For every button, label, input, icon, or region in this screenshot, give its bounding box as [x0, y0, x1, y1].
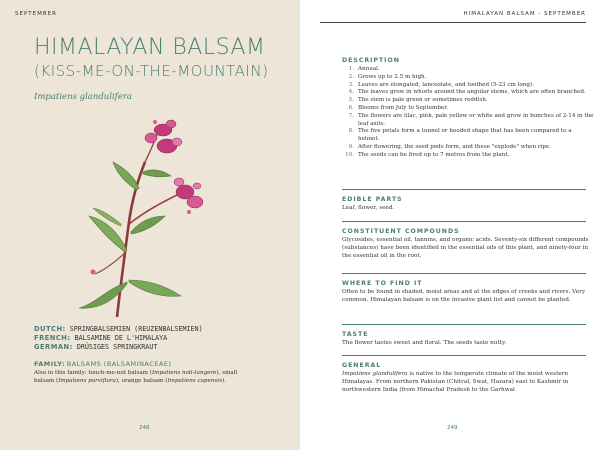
description-list [342, 66, 594, 160]
constituent-section: CONSTITUENT COMPOUNDS Glycosides, essential oil, tannins, and organic acids. Seventy-six different compounds (substances) have been identified in the essential oils of this plant, and ninety-four in the essential oil in the root. [342, 228, 589, 259]
running-head-left: SEPTEMBER [15, 11, 57, 17]
edible-parts-section: EDIBLE PARTS Leaf, flower, seed. [342, 196, 403, 211]
page-title: HIMALAYAN BALSAM [34, 35, 266, 60]
latin-name: Impatiens glandulifera [34, 92, 132, 102]
list-item: 4. The leaves grow in whorls around the angular stems, which are often branched. [348, 89, 586, 96]
list-item: 9. After flowering, the seed pods form, and these "explode" when ripe. [348, 143, 552, 150]
page-number-left: 248 [139, 425, 150, 431]
running-head-right: HIMALAYAN BALSAM - SEPTEMBER [463, 11, 586, 17]
name-dutch: DUTCH: SPRINGBALSEMIEN (REUZENBALSEMIEN) [34, 325, 203, 333]
name-german: GERMAN: DRÜSIGES SPRINGKRAUT [34, 343, 158, 351]
list-item: 2. Grows up to 2.5 m high. [348, 73, 427, 80]
header-rule [320, 22, 586, 23]
list-item: 8. The five petals form a tunnel or hooded shape that has been compared to a helmet. [348, 128, 572, 143]
foreign-names [34, 325, 203, 352]
name-french: FRENCH: BALSAMINE DE L'HIMALAYA [34, 334, 168, 342]
general-section: GENERAL Impatiens glandulifera is native to the temperate climate of the moist western Himalayas. From northern Pakistan (Chitral, Swat, Hazara) east to Kashmir in northwestern India (from Himachal Pradesh to the Garhwal [342, 362, 569, 393]
description-section: DESCRIPTION 1. Annual. 2. Grows up to 2.5 m high. 3. Leaves are elongated, lanceolate, and toothed (5-23 cm long). 4. The leaves grow in whorls around the angular stems, which are often branched. 5. The stem is pale green or sometimes reddish. 6. Blooms from July to September. 7. The flowers are lilac, pink, pale yellow or white and grow in bunches of 2-14 in the leaf axils. 8. The five petals form a tunnel or hooded shape that has been compared to a helmet. 9. After flowering, the seed pods form, and these "explode" when ripe. 10. The seeds can be fired up to 7 metres from the plant. [342, 57, 594, 158]
section-divider [342, 189, 586, 190]
list-item: 10. The seeds can be fired up to 7 metres from the plant. [345, 151, 510, 158]
family-members: Also in this family: touch-me-not balsam (Impatiens noli-tangere), small balsam (Impatiens parviflora), orange balsam (Impatiens capensis). [34, 370, 238, 385]
list-item: 7. The flowers are lilac, pink, pale yellow or white and grow in bunches of 2-14 in the leaf axils. [348, 112, 594, 127]
right-page [300, 0, 600, 450]
section-divider [342, 324, 586, 325]
list-item: 5. The stem is pale green or sometimes reddish. [348, 97, 488, 104]
plant-illustration [55, 112, 245, 322]
list-item: 1. Annual. [348, 66, 380, 72]
page-number-right: 249 [447, 425, 458, 431]
taste-section: TASTE The flower tastes sweet and floral. The seeds taste nutty. [342, 331, 507, 346]
list-item: 6. Blooms from July to September. [348, 104, 449, 111]
section-divider [342, 221, 586, 222]
section-divider [342, 355, 586, 356]
where-section: WHERE TO FIND IT Often to be found in shaded, moist areas and at the edges of creeks and rivers. Very common. Himalayan balsam is on the invasive plant list and cannot be planted. [342, 280, 586, 303]
list-item: 3. Leaves are elongated, lanceolate, and toothed (5-23 cm long). [348, 81, 534, 88]
family-section: FAMILY: BALSAMS (BALSAMINACEAE) Also in this family: touch-me-not balsam (Impatiens noli-tangere), small balsam (Impatiens parviflora), orange balsam (Impatiens capensis). [34, 360, 284, 386]
section-divider [342, 273, 586, 274]
page-subtitle: (KISS-ME-ON-THE-MOUNTAIN) [34, 62, 269, 80]
